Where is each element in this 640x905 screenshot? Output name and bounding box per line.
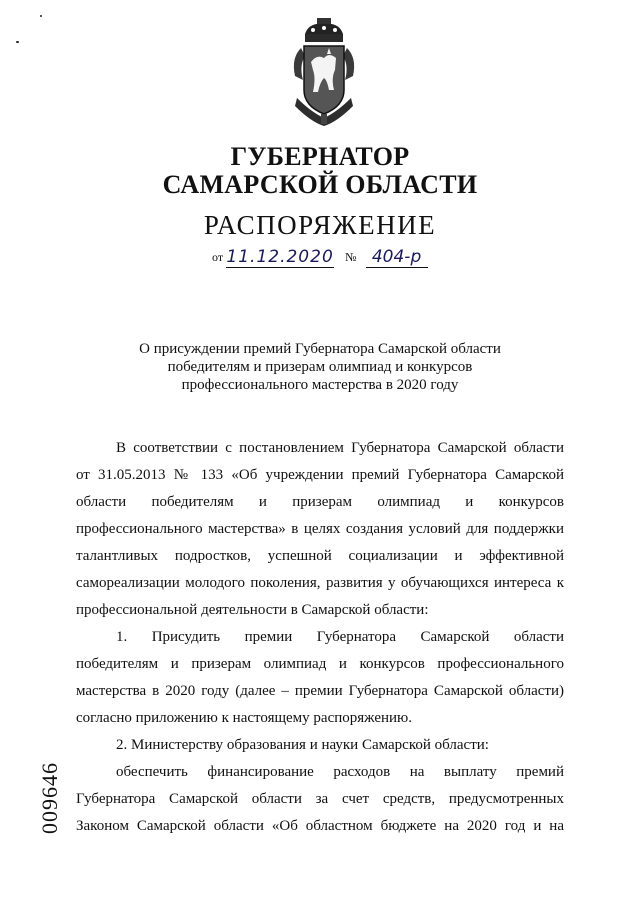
subject-line: профессионального мастерства в 2020 году [181,377,459,393]
subject-line: победителям и призерам олимпиад и конкурсов [167,359,473,375]
subject-line: О присуждении премий Губернатора Самарской области [139,341,501,357]
body-line: Законом Самарской области «Об областном бюджете на 2020 год и на [76,818,564,834]
scan-speck [40,15,42,17]
body-line: профессионального мастерства» в целях создания условий для поддержки [76,521,564,537]
date-label: от [212,250,224,264]
form-serial-number [26,758,74,838]
number-label: № [345,250,357,264]
body-line: согласно приложению к настоящему распоряжению. [76,710,413,726]
samara-coat-of-arms-icon [291,18,357,128]
serial-number-text: 009646 [37,762,62,834]
body-line: самореализации молодого поколения, развития у обучающихся интереса к [76,575,564,591]
body-line: мастерства в 2020 году (далее – премии Губернатора Самарской области) [76,683,564,699]
document-type: РАСПОРЯЖЕНИЕ [203,210,437,240]
body-line: обеспечить финансирование расходов на выплату премий [116,764,564,780]
body-line: В соответствии с постановлением Губернатора Самарской области [116,440,564,456]
body-line: области победителям и призерам олимпиад и конкурсов [76,494,564,510]
body-line: талантливых подростков, успешной социализации и эффективной [76,548,564,564]
scan-speck [16,41,19,43]
body-line: 2. Министерству образования и науки Самарской области: [116,737,489,753]
handwritten-number: 404-р [366,247,428,268]
registration-line [212,246,428,268]
issuer-title-line2: САМАРСКОЙ ОБЛАСТИ [162,170,478,199]
handwritten-date: 11.12.2020 [226,247,334,267]
body-line: победителям и призерам олимпиад и конкурсов профессионального [76,656,564,672]
body-line: Губернатора Самарской области за счет средств, предусмотренных [76,791,564,807]
issuer-title-line1: ГУБЕРНАТОР [230,142,410,171]
document-body [76,435,564,840]
document-subject [120,340,520,394]
body-line: 1. Присудить премии Губернатора Самарской области [116,629,564,645]
body-line: профессиональной деятельности в Самарской области: [76,602,429,618]
body-line: от 31.05.2013 № 133 «Об учреждении премий Губернатора Самарской [76,467,564,483]
